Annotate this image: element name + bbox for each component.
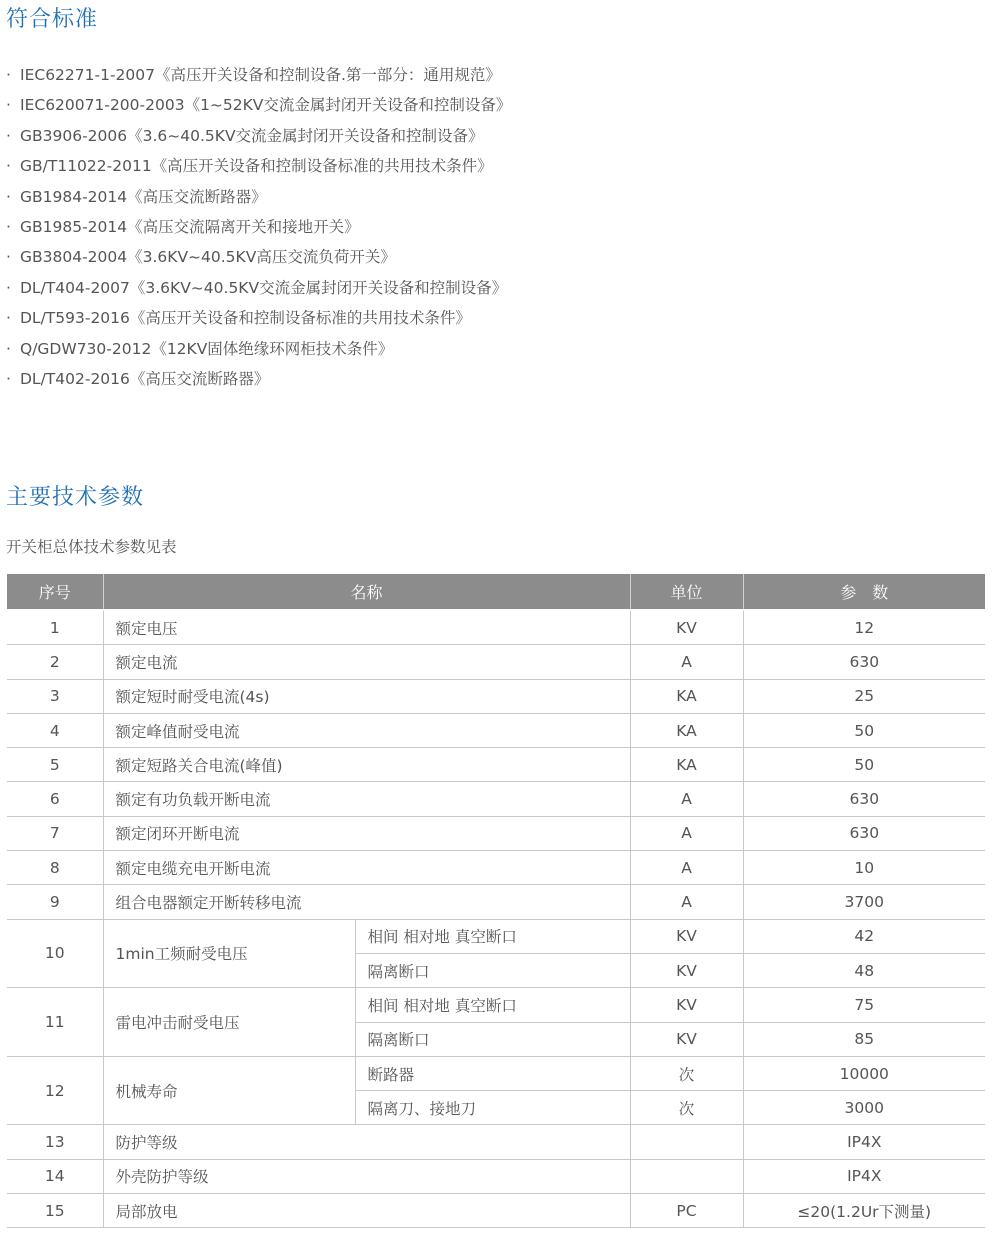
parameters-table-body [7,611,985,1228]
params-section-title: 主要技术参数 [6,485,145,510]
row-number: 12 [7,1056,103,1125]
param-unit: KV [630,953,743,987]
param-unit: 次 [630,1091,743,1125]
standard-text: DL/T404-2007《3.6KV~40.5KV交流金属封闭开关设备和控制设备》 [20,278,508,297]
table-row [7,782,985,816]
bullet-dot: · [6,278,11,297]
param-unit: KV [630,1022,743,1056]
table-row [7,816,985,850]
param-unit: KA [630,748,743,782]
param-subitem: 相间 相对地 真空断口 [355,919,630,953]
param-name: 局部放电 [103,1194,630,1228]
param-value: 25 [743,679,985,713]
standard-item [6,182,511,212]
standard-item [6,334,511,364]
table-row [7,713,985,747]
bullet-dot: · [6,339,11,358]
param-subitem: 相间 相对地 真空断口 [355,988,630,1022]
row-number: 1 [7,611,103,645]
param-value: 10000 [743,1056,985,1090]
param-name: 组合电器额定开断转移电流 [103,885,630,919]
param-value: IP4X [743,1125,985,1159]
param-name: 额定短时耐受电流(4s) [103,679,630,713]
standard-item [6,242,511,272]
param-value: 630 [743,782,985,816]
row-number: 3 [7,679,103,713]
bullet-dot: · [6,126,11,145]
param-unit [630,1125,743,1159]
standard-text: DL/T593-2016《高压开关设备和控制设备标准的共用技术条件》 [20,309,471,328]
param-unit: 次 [630,1056,743,1090]
table-row [7,748,985,782]
standard-item [6,364,511,394]
row-number: 9 [7,885,103,919]
standard-text: IEC620071-200-2003《1~52KV交流金属封闭开关设备和控制设备》 [20,96,512,115]
table-row [7,1159,985,1193]
row-number: 15 [7,1194,103,1228]
param-name: 雷电冲击耐受电压 [103,988,355,1057]
param-name: 额定峰值耐受电流 [103,713,630,747]
param-subitem: 断路器 [355,1056,630,1090]
table-row [7,988,985,1022]
row-number: 13 [7,1125,103,1159]
header-value: 参 数 [743,574,985,609]
parameters-table [7,574,985,1228]
bullet-dot: · [6,309,11,328]
param-unit: PC [630,1194,743,1228]
table-row [7,611,985,645]
bullet-dot: · [6,187,11,206]
param-value: 3700 [743,885,985,919]
param-value: ≤20(1.2Ur下测量) [743,1194,985,1228]
table-row [7,851,985,885]
param-unit: KA [630,713,743,747]
bullet-dot: · [6,66,11,84]
row-number: 10 [7,919,103,988]
row-number: 5 [7,748,103,782]
param-name: 防护等级 [103,1125,630,1159]
row-number: 7 [7,816,103,850]
table-row [7,1194,985,1228]
param-unit: KV [630,919,743,953]
param-name: 额定电压 [103,611,630,645]
param-value: 3000 [743,1091,985,1125]
param-subitem: 隔离刀、接地刀 [355,1091,630,1125]
standard-item [6,303,511,333]
standard-text: IEC62271-1-2007《高压开关设备和控制设备.第一部分：通用规范》 [20,66,501,84]
header-unit: 单位 [630,574,743,609]
table-row [7,679,985,713]
standard-item [6,121,511,151]
standard-text: GB1985-2014《高压交流隔离开关和接地开关》 [20,217,360,236]
param-subitem: 隔离断口 [355,953,630,987]
table-row [7,919,985,953]
row-number: 2 [7,645,103,679]
bullet-dot: · [6,157,11,176]
table-row [7,645,985,679]
param-subitem: 隔离断口 [355,1022,630,1056]
param-value: 50 [743,748,985,782]
param-unit: A [630,782,743,816]
param-name: 机械寿命 [103,1056,355,1125]
standard-item [6,60,511,90]
param-unit: KV [630,988,743,1022]
param-unit: KA [630,679,743,713]
row-number: 14 [7,1159,103,1193]
standard-item [6,151,511,181]
param-unit: A [630,851,743,885]
standards-section-title: 符合标准 [6,7,99,32]
param-value: 630 [743,645,985,679]
param-unit [630,1159,743,1193]
header-name: 名称 [103,574,630,609]
bullet-dot: · [6,217,11,236]
param-name: 额定电缆充电开断电流 [103,851,630,885]
param-name: 额定有功负载开断电流 [103,782,630,816]
header-no: 序号 [7,574,103,609]
standard-text: GB/T11022-2011《高压开关设备和控制设备标准的共用技术条件》 [20,157,493,176]
standard-text: GB3906-2006《3.6~40.5KV交流金属封闭开关设备和控制设备》 [20,126,484,145]
bullet-dot: · [6,96,11,115]
standard-text: GB3804-2004《3.6KV~40.5KV高压交流负荷开关》 [20,248,396,267]
param-unit: A [630,816,743,850]
standard-item [6,273,511,303]
param-value: IP4X [743,1159,985,1193]
param-unit: KV [630,611,743,645]
row-number: 8 [7,851,103,885]
param-name: 1min工频耐受电压 [103,919,355,988]
bullet-dot: · [6,248,11,267]
row-number: 4 [7,713,103,747]
table-row [7,1125,985,1159]
row-number: 11 [7,988,103,1057]
bullet-dot: · [6,369,11,388]
param-name: 额定闭环开断电流 [103,816,630,850]
standard-item [6,212,511,242]
standard-text: DL/T402-2016《高压交流断路器》 [20,369,270,388]
params-intro-text: 开关柜总体技术参数见表 [6,538,177,556]
param-value: 48 [743,953,985,987]
param-unit: A [630,645,743,679]
param-name: 额定电流 [103,645,630,679]
standard-text: GB1984-2014《高压交流断路器》 [20,187,267,206]
table-row [7,885,985,919]
param-value: 12 [743,611,985,645]
param-value: 75 [743,988,985,1022]
standards-list [6,60,511,394]
standard-text: Q/GDW730-2012《12KV固体绝缘环网柜技术条件》 [20,339,394,358]
param-value: 50 [743,713,985,747]
param-value: 10 [743,851,985,885]
param-name: 额定短路关合电流(峰值) [103,748,630,782]
param-value: 42 [743,919,985,953]
row-number: 6 [7,782,103,816]
standard-item [6,90,511,120]
table-row [7,1056,985,1090]
param-unit: A [630,885,743,919]
param-value: 85 [743,1022,985,1056]
param-name: 外壳防护等级 [103,1159,630,1193]
param-value: 630 [743,816,985,850]
